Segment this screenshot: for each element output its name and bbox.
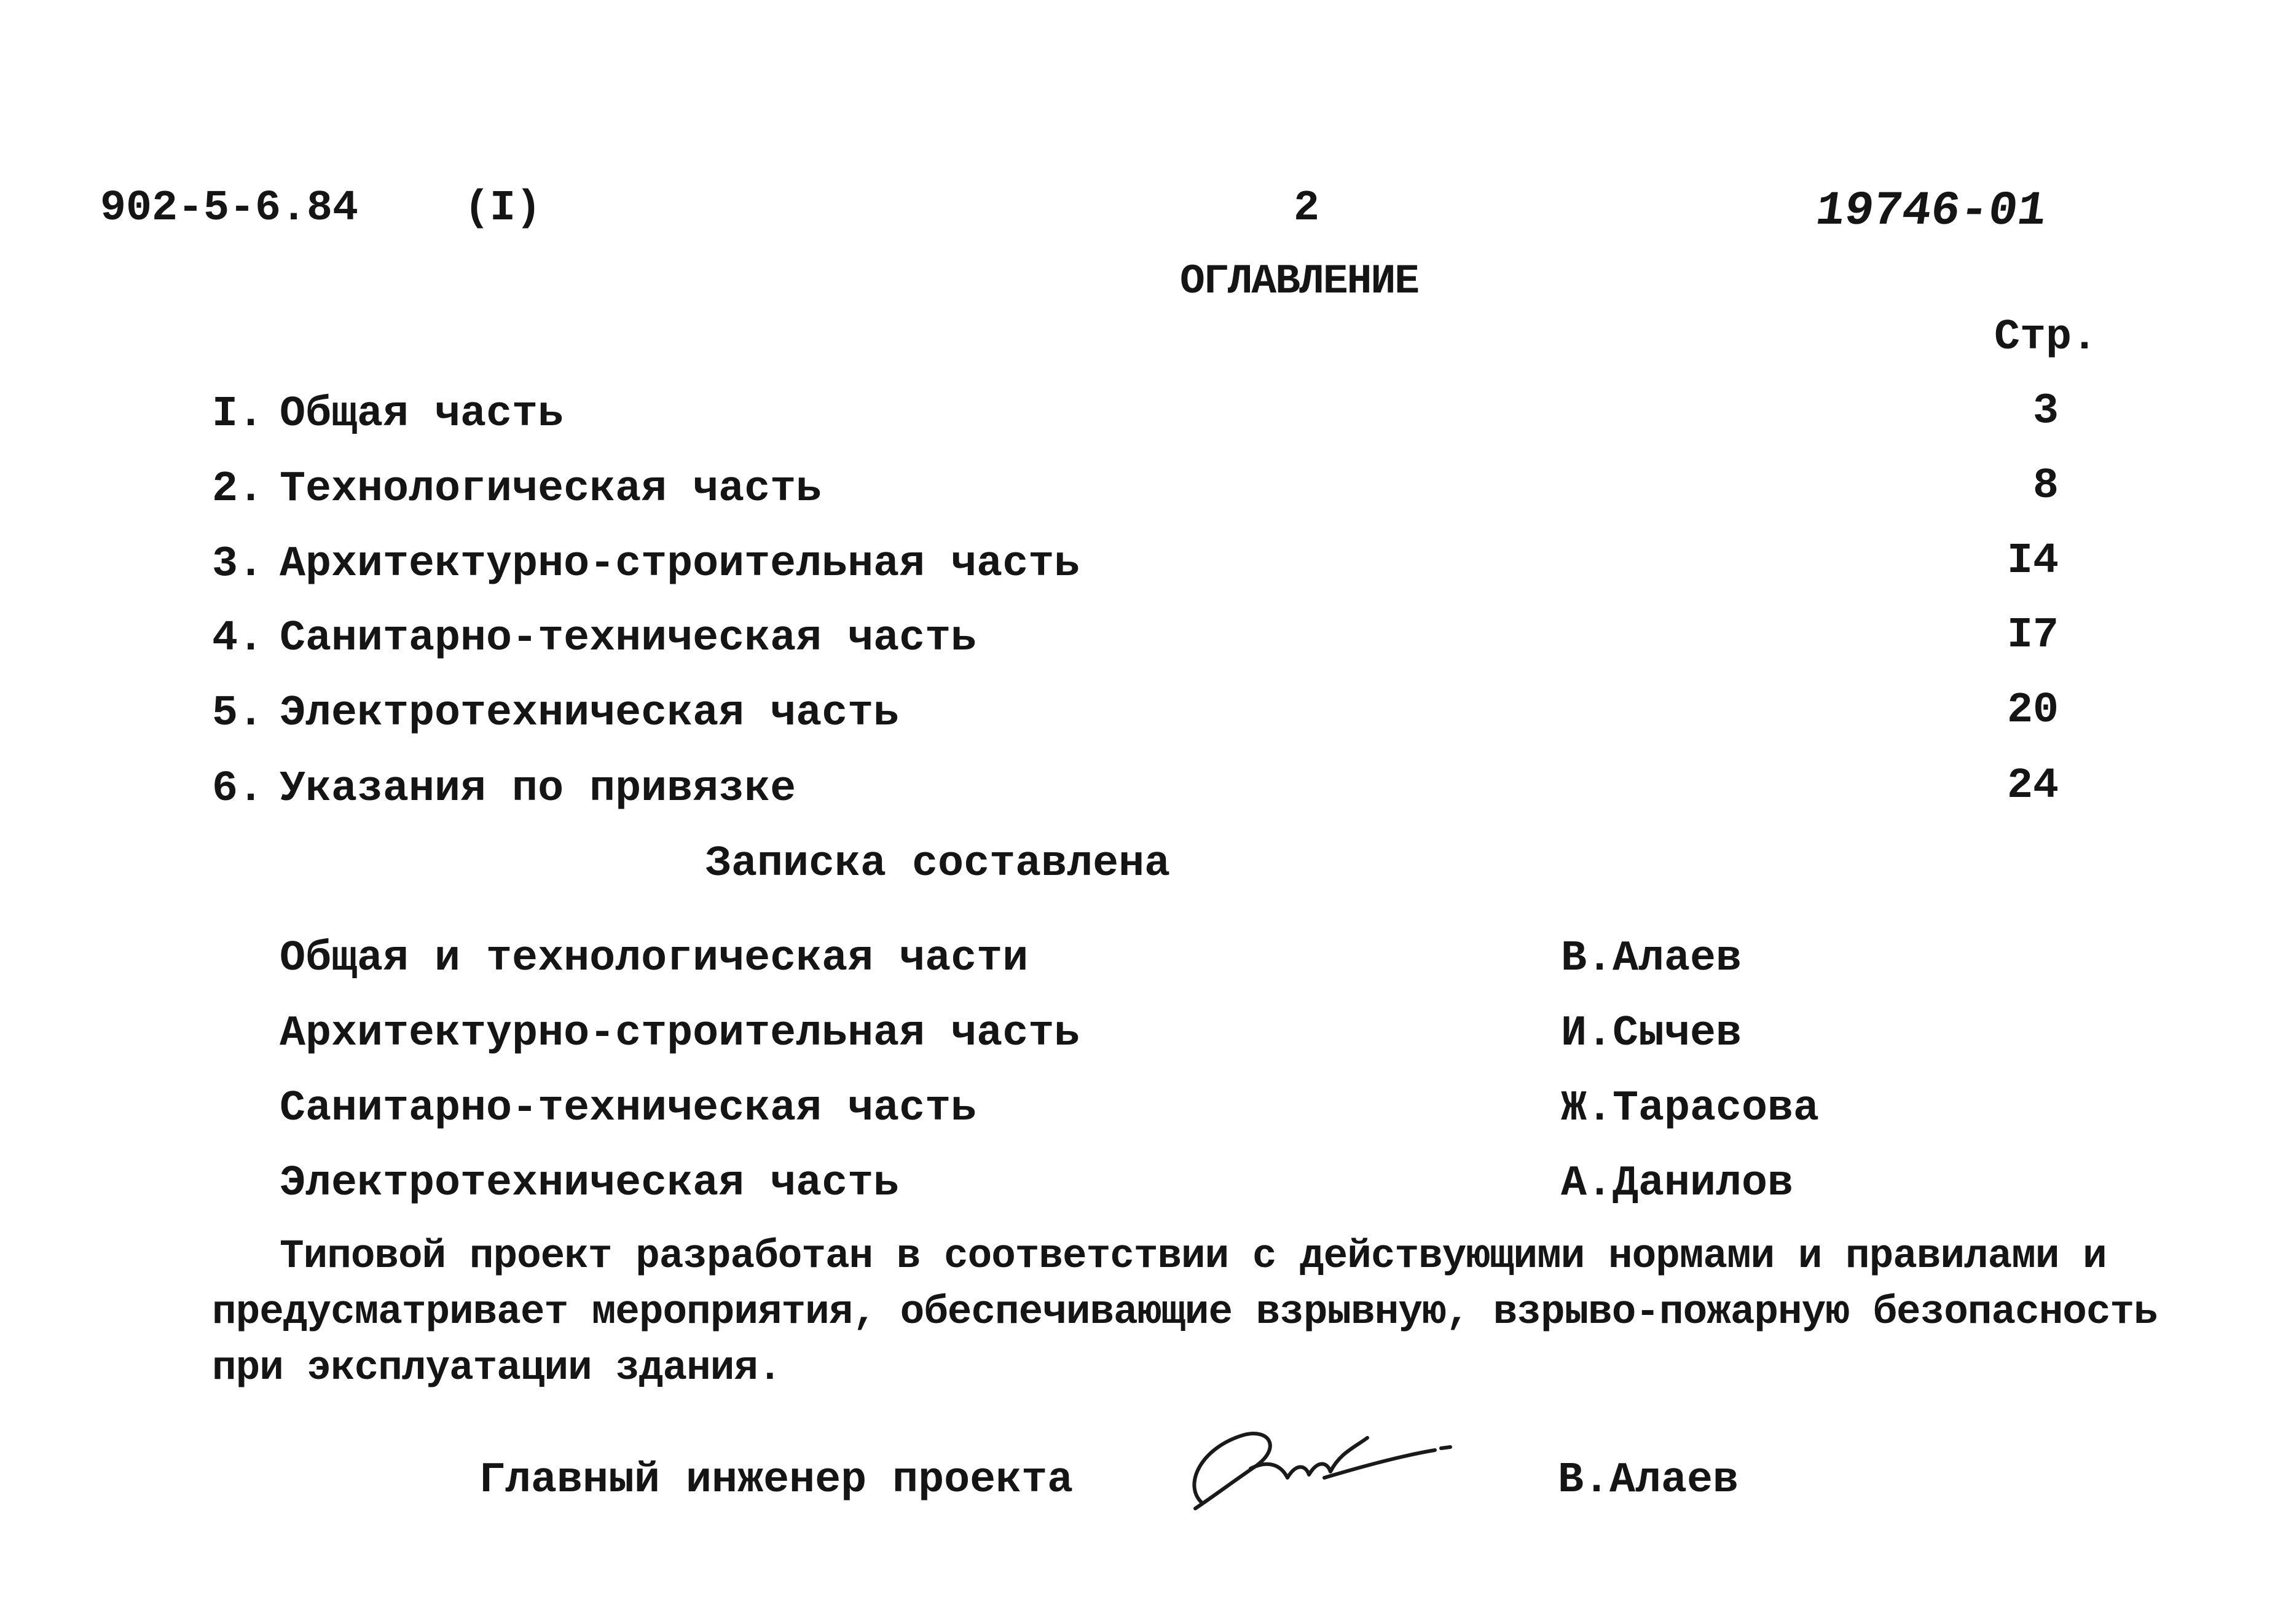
author-name: Ж.Тарасова [1561, 1085, 1820, 1133]
author-section: Архитектурно-строительная часть [280, 1010, 1080, 1058]
note-line: предусматривает мероприятия, обеспечивающие взрывную, взрыво-пожарную безопасность [212, 1289, 2158, 1335]
toc-item-label: Санитарно-техническая часть [280, 614, 977, 663]
archive-number: 19746-01 [1812, 184, 2050, 238]
toc-item-page: I4 [2006, 537, 2059, 586]
author-name: И.Сычев [1561, 1010, 1742, 1058]
note-line: Типовой проект разработан в соответствии с действующими нормами и правилами и [280, 1233, 2107, 1279]
toc-item-page: 8 [2032, 462, 2059, 511]
toc-item-label: Общая часть [280, 390, 564, 439]
signature-icon [1177, 1410, 1466, 1521]
album-number: (I) [464, 184, 542, 233]
toc-item-label: Электротехническая часть [280, 689, 900, 738]
author-section: Общая и технологическая части [280, 935, 1029, 983]
approval-name: В.Алаев [1558, 1456, 1739, 1505]
author-section: Электротехническая часть [280, 1159, 900, 1208]
author-name: В.Алаев [1561, 935, 1742, 983]
authors-heading: Записка составлена [705, 840, 1171, 888]
toc-item-label: Технологическая часть [280, 465, 822, 514]
toc-item-number: 5. [212, 689, 264, 738]
toc-item-number: 2. [212, 465, 264, 514]
toc-item-page: 20 [2006, 686, 2059, 735]
toc-title: ОГЛАВЛЕНИЕ [1180, 258, 1419, 305]
toc-item-page: 3 [2032, 387, 2059, 436]
toc-item-page: 24 [2006, 762, 2059, 810]
approval-role: Главный инженер проекта [479, 1456, 1074, 1505]
toc-page-column-label: Стр. [1994, 313, 2098, 362]
page-number: 2 [1294, 184, 1320, 233]
doc-code: 902-5-6.84 [100, 184, 359, 233]
toc-item-number: 4. [212, 614, 264, 663]
toc-item-label: Указания по привязке [280, 765, 796, 814]
note-line: при эксплуатации здания. [212, 1345, 782, 1391]
toc-item-number: 3. [212, 540, 264, 589]
author-section: Санитарно-техническая часть [280, 1085, 977, 1133]
toc-item-label: Архитектурно-строительная часть [280, 540, 1080, 589]
toc-item-page: I7 [2006, 611, 2059, 660]
author-name: А.Данилов [1561, 1159, 1794, 1208]
toc-item-number: I. [212, 390, 264, 439]
toc-item-number: 6. [212, 765, 264, 814]
